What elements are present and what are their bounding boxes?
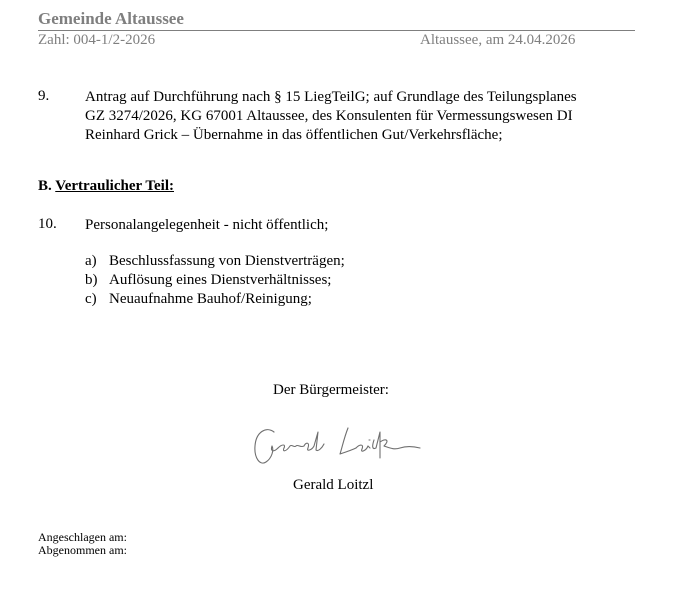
organization-name: Gemeinde Altaussee: [38, 9, 184, 28]
item-10-text: Personalangelegenheit - nicht öffentlich;: [85, 217, 329, 233]
subitem-a-text: Beschlussfassung von Dienstverträgen;: [109, 253, 345, 269]
item-9-line-3: Reinhard Grick – Übernahme in das öffentlichen Gut/Verkehrsfläche;: [85, 127, 503, 143]
place-date: Altaussee, am 24.04.2026: [420, 32, 576, 48]
removed-date-label: Abgenommen am:: [38, 543, 127, 557]
handwritten-signature: [248, 418, 428, 476]
reference-number: Zahl: 004-1/2-2026: [38, 32, 156, 48]
mayor-name: Gerald Loitzl: [293, 477, 374, 493]
header-divider: [38, 30, 635, 31]
subitem-c-text: Neuaufnahme Bauhof/Reinigung;: [109, 291, 312, 307]
item-9-line-2: GZ 3274/2026, KG 67001 Altaussee, des Konsulenten für Vermessungswesen DI: [85, 108, 573, 124]
item-10-number: 10.: [38, 216, 57, 232]
subitem-c-letter: c): [85, 291, 97, 307]
section-b-title: Vertraulicher Teil:: [55, 178, 174, 194]
section-b-heading: [38, 178, 174, 195]
subitem-a-letter: a): [85, 253, 97, 269]
subitem-b-letter: b): [85, 272, 98, 288]
item-9-number: 9.: [38, 88, 50, 104]
section-b-prefix: B.: [38, 178, 52, 194]
subitem-b-text: Auflösung eines Dienstverhältnisses;: [109, 272, 332, 288]
posted-date-label: Angeschlagen am:: [38, 530, 127, 544]
item-9-line-1: Antrag auf Durchführung nach § 15 LiegTeilG; auf Grundlage des Teilungsplanes: [85, 89, 577, 105]
mayor-title: Der Bürgermeister:: [273, 382, 389, 398]
